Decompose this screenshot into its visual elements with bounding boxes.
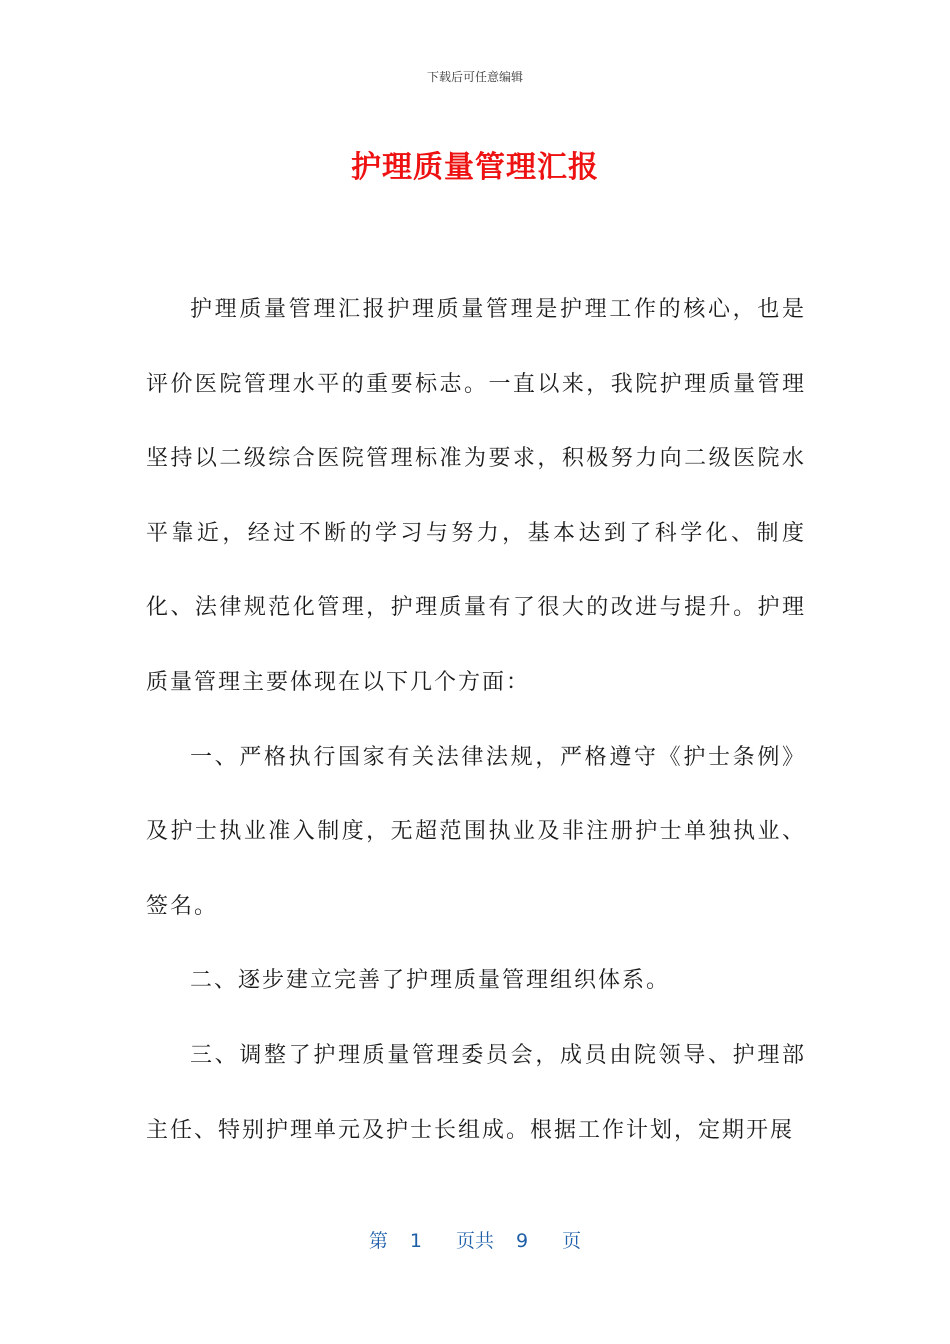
page-footer [0,1226,950,1253]
paragraph-intro: 护理质量管理汇报护理质量管理是护理工作的核心，也是评价医院管理水平的重要标志。一直以来，我院护理质量管理坚持以二级综合医院管理标准为要求，积极努力向二级医院水平靠近，经过不断的学习与努力，基本达到了科学化、制度化、法律规范化管理，护理质量有了很大的改进与提升。护理质量管理主要体现在以下几个方面： [146,297,806,695]
footer-suffix: 页 [562,1230,582,1252]
footer-prefix: 第 [368,1230,388,1252]
document-title: 护理质量管理汇报 [351,150,599,185]
header-note: 下载后可任意编辑 [426,70,523,84]
footer-current-page: 1 [409,1230,422,1252]
document-body [146,273,806,1168]
footer-middle: 页共 [455,1230,494,1252]
paragraph-item-2: 二、逐步建立完善了护理质量管理组织体系。 [190,968,671,994]
paragraph-item-3: 三、调整了护理质量管理委员会，成员由院领导、护理部主任、特别护理单元及护士长组成。根据工作计划，定期开展 [146,1042,806,1143]
footer-total-pages: 9 [516,1230,529,1252]
paragraph-item-1: 一、严格执行国家有关法律法规，严格遵守《护士条例》及护士执业准入制度，无超范围执业及非注册护士单独执业、签名。 [146,744,806,919]
